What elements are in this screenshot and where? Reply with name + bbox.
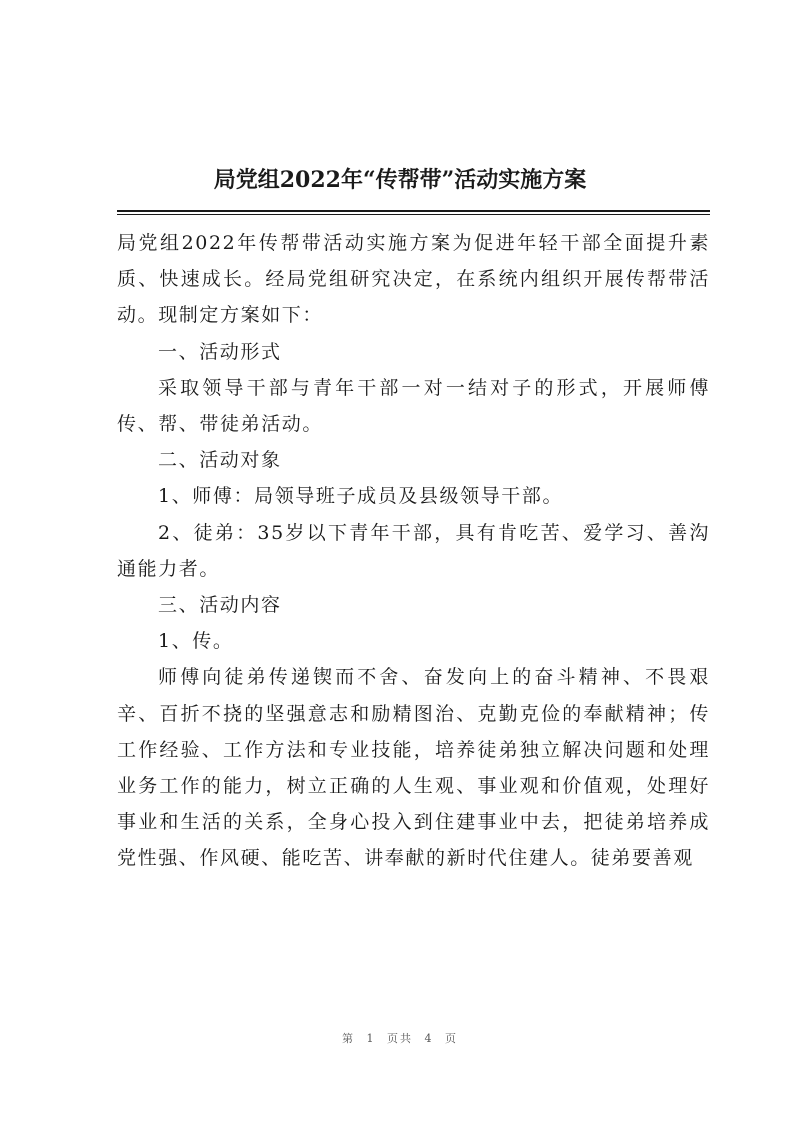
document-body bbox=[117, 225, 710, 877]
document-title: 局党组2022年“传帮带”活动实施方案 bbox=[213, 167, 587, 193]
title-divider-thin bbox=[117, 214, 710, 215]
section-heading-content: 三、活动内容 bbox=[158, 594, 282, 617]
section-heading-targets: 二、活动对象 bbox=[158, 449, 282, 472]
intro-paragraph: 局党组2022年传帮带活动实施方案为促进年轻干部全面提升素质、快速成长。经局党组研究决定，在系统内组织开展传帮带活动。现制定方案如下： bbox=[117, 232, 710, 327]
item-mentor: 1、师傅：局领导班子成员及县级领导干部。 bbox=[158, 485, 564, 508]
item-pass-on: 1、传。 bbox=[158, 630, 234, 653]
paragraph-form: 采取领导干部与青年干部一对一结对子的形式，开展师傅传、帮、带徒弟活动。 bbox=[117, 376, 710, 436]
section-heading-form: 一、活动形式 bbox=[158, 340, 282, 363]
item-apprentice: 2、徒弟：35岁以下青年干部，具有肯吃苦、爱学习、善沟通能力者。 bbox=[117, 521, 710, 580]
page-number: 第 1 页共 4 页 bbox=[342, 1032, 458, 1045]
paragraph-pass-on-details: 师傅向徒弟传递锲而不舍、奋发向上的奋斗精神、不畏艰辛、百折不挠的坚强意志和励精图治、克勤克俭的奉献精神；传工作经验、工作方法和专业技能，培养徒弟独立解决问题和处理业务工作的能力，树立正确的人生观、事业观和价值观，处理好事业和生活的关系，全身心投入到住建事业中去，把徒弟培养成党性强、作风硬、能吃苦、讲奉献的新时代住建人。徒弟要善观 bbox=[117, 666, 710, 870]
title-divider bbox=[117, 210, 710, 212]
